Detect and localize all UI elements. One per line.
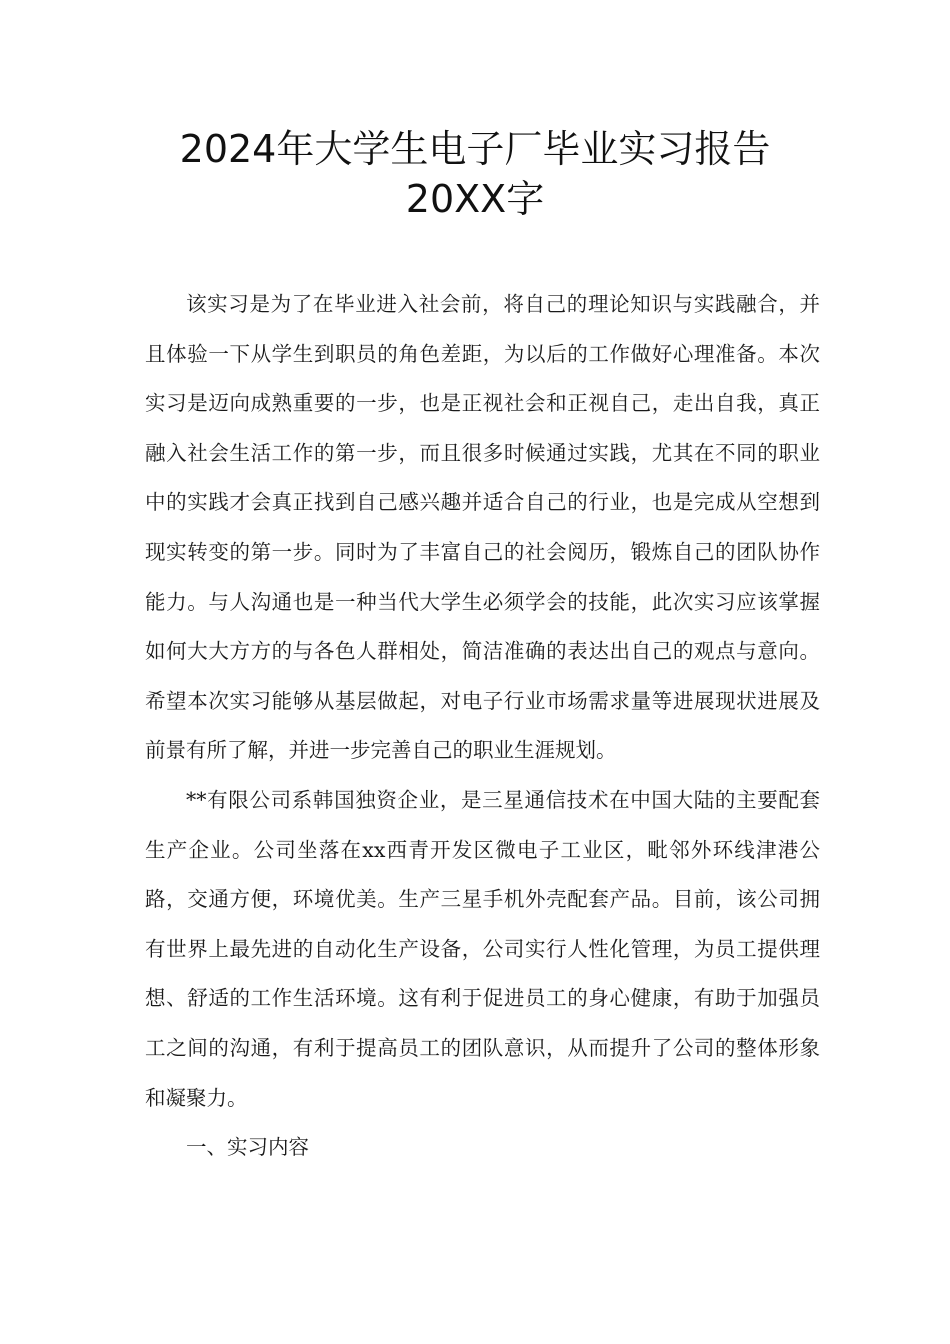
document-title-line-2: 20XX字 [405, 177, 545, 221]
document-body [145, 280, 820, 1173]
document-title [0, 124, 950, 224]
paragraph-company-profile: **有限公司系韩国独资企业，是三星通信技术在中国大陆的主要配套生产企业。公司坐落在xx西青开发区微电子工业区，毗邻外环线津港公路，交通方便，环境优美。生产三星手机外壳配套产品。目前，该公司拥有世界上最先进的自动化生产设备，公司实行人性化管理，为员工提供理想、舒适的工作生活环境。这有利于促进员工的身心健康，有助于加强员工之间的沟通，有利于提高员工的团队意识，从而提升了公司的整体形象和凝聚力。 [145, 787, 820, 1110]
paragraph-internship-purpose: 该实习是为了在毕业进入社会前，将自己的理论知识与实践融合，并且体验一下从学生到职员的角色差距，为以后的工作做好心理准备。本次实习是迈向成熟重要的一步，也是正视社会和正视自己，走出自我，真正融入社会生活工作的第一步，而且很多时候通过实践，尤其在不同的职业中的实践才会真正找到自己感兴趣并适合自己的行业，也是完成从空想到现实转变的第一步。同时为了丰富自己的社会阅历，锻炼自己的团队协作能力。与人沟通也是一种当代大学生必须学会的技能，此次实习应该掌握如何大大方方的与各色人群相处，简洁准确的表达出自己的观点与意向。希望本次实习能够从基层做起，对电子行业市场需求量等进展现状进展及前景有所了解，并进一步完善自己的职业生涯规划。 [145, 292, 820, 763]
section-heading-internship-content: 一、实习内容 [186, 1135, 309, 1160]
document-title-line-1: 2024年大学生电子厂毕业实习报告 [179, 127, 771, 171]
